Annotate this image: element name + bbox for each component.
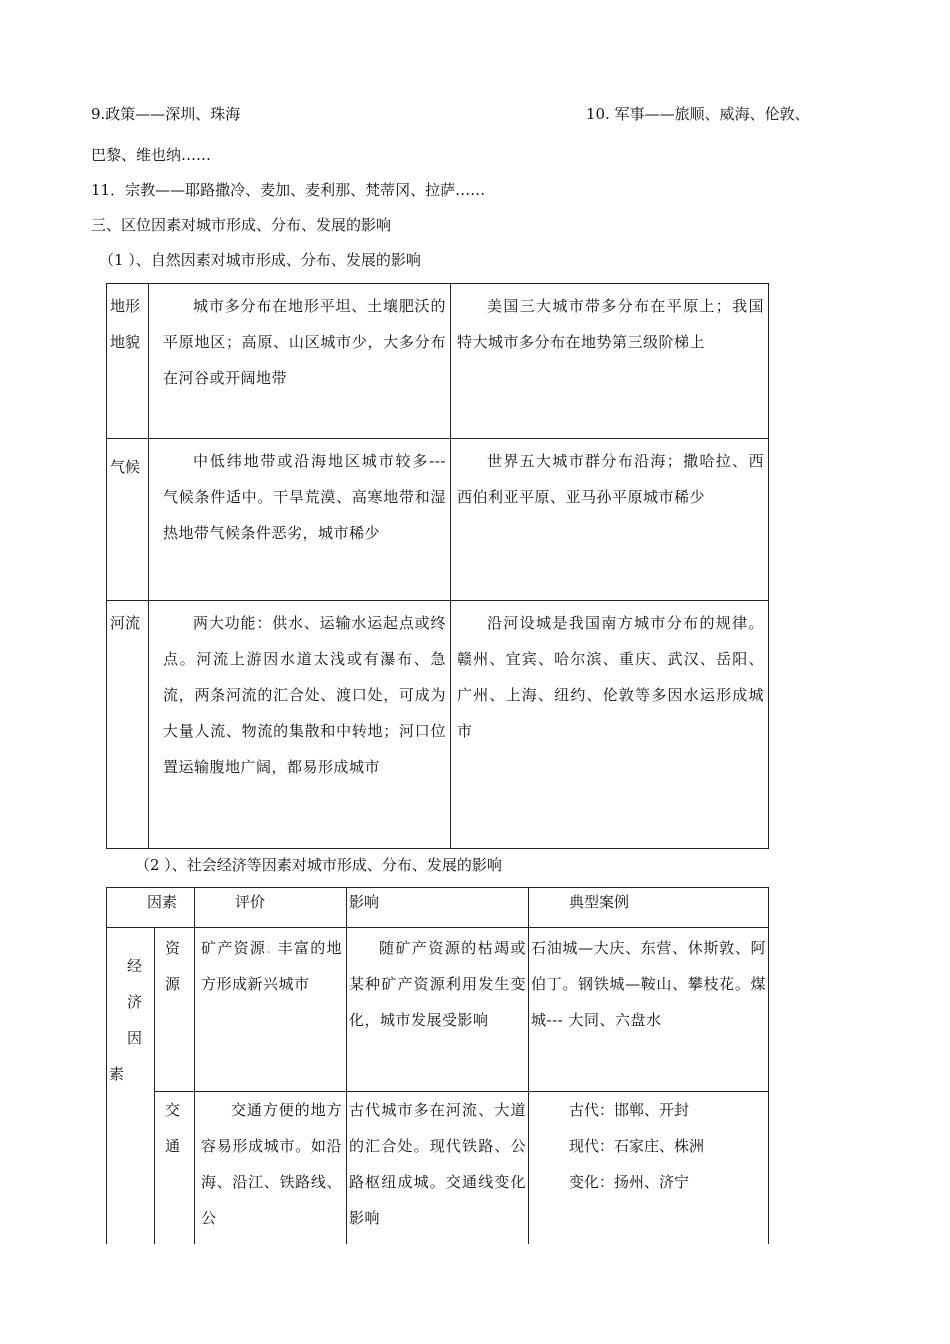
- resource-impact: 随矿产资源的枯竭或某种矿产资源利用发生变化，城市发展受影响: [347, 928, 529, 1092]
- climate-example: 世界五大城市群分布沿海；撒哈拉、西西伯利亚平原、亚马孙平原城市稀少: [451, 439, 769, 601]
- natural-factors-table: [106, 283, 769, 849]
- group-label-economic: 经 济 因 素: [107, 928, 155, 1244]
- header-cases: 典型案例: [529, 888, 769, 928]
- row-label-terrain: 地形 地貌: [107, 284, 149, 439]
- sub-label-transport: 交 通: [155, 1092, 195, 1244]
- table-row: [107, 284, 769, 439]
- river-desc: 两大功能：供水、运输水运起点或终点。河流上游因水道太浅或有瀑布、急流，两条河流的汇合处、渡口处，可成为大量人流、物流的集散和中转地；河口位置运输腹地广阔，都易形成城市: [149, 601, 451, 849]
- table-row: [107, 601, 769, 849]
- table-header-row: [107, 888, 769, 928]
- line-policy: 9.政策——深圳、珠海: [91, 105, 241, 123]
- subsection-1-title: （1 ）、自然因素对城市形成、分布、发展的影响: [99, 251, 421, 269]
- transport-evaluation: 交通方便的地方容易形成城市。如沿海、沿江、铁路线、公: [195, 1092, 347, 1244]
- header-factor: 因素: [107, 888, 195, 928]
- resource-cases: 石油城—大庆、东营、休斯敦、阿伯丁。钢铁城—鞍山、攀枝花。煤城--- 大同、六盘水: [529, 928, 769, 1092]
- resource-evaluation: 矿产资源. 丰富的地方形成新兴城市: [195, 928, 347, 1092]
- terrain-desc: 城市多分布在地形平坦、土壤肥沃的平原地区；高原、山区城市少，大多分布在河谷或开阔地带: [149, 284, 451, 439]
- mark-dot: .: [266, 939, 272, 957]
- climate-desc: 中低纬地带或沿海地区城市较多--- 气候条件适中。干旱荒漠、高寒地带和湿热地带气候条件恶劣，城市稀少: [149, 439, 451, 601]
- transport-cases: 古代：邯郸、开封 现代：石家庄、株洲 变化：扬州、济宁: [529, 1092, 769, 1244]
- row-label-climate: 气候: [107, 439, 149, 601]
- line-military-cont: 巴黎、维也纳……: [91, 146, 212, 164]
- sub-label-resource: 资 源: [155, 928, 195, 1092]
- row-label-river: 河流: [107, 601, 149, 849]
- socioeconomic-factors-table: [106, 887, 769, 1244]
- transport-impact: 古代城市多在河流、大道的汇合处。现代铁路、公路枢纽成城。交通线变化影响: [347, 1092, 529, 1244]
- table-row: [107, 1092, 769, 1244]
- line-religion: 11．宗教——耶路撒冷、麦加、麦利那、梵蒂冈、拉萨……: [91, 181, 486, 199]
- river-example: 沿河设城是我国南方城市分布的规律。赣州、宜宾、哈尔滨、重庆、武汉、岳阳、广州、上海、纽约、伦敦等多因水运形成城市: [451, 601, 769, 849]
- header-impact: 影响: [347, 888, 529, 928]
- table-row: [107, 439, 769, 601]
- header-evaluation: 评价: [195, 888, 347, 928]
- table-row: [107, 928, 769, 1092]
- subsection-2-title: （2 ）、社会经济等因素对城市形成、分布、发展的影响: [135, 856, 502, 874]
- section-3-title: 三、区位因素对城市形成、分布、发展的影响: [91, 216, 392, 234]
- terrain-example: 美国三大城市带多分布在平原上；我国特大城市多分布在地势第三级阶梯上: [451, 284, 769, 439]
- line-military: 10. 军事——旅顺、威海、伦敦、: [586, 105, 810, 123]
